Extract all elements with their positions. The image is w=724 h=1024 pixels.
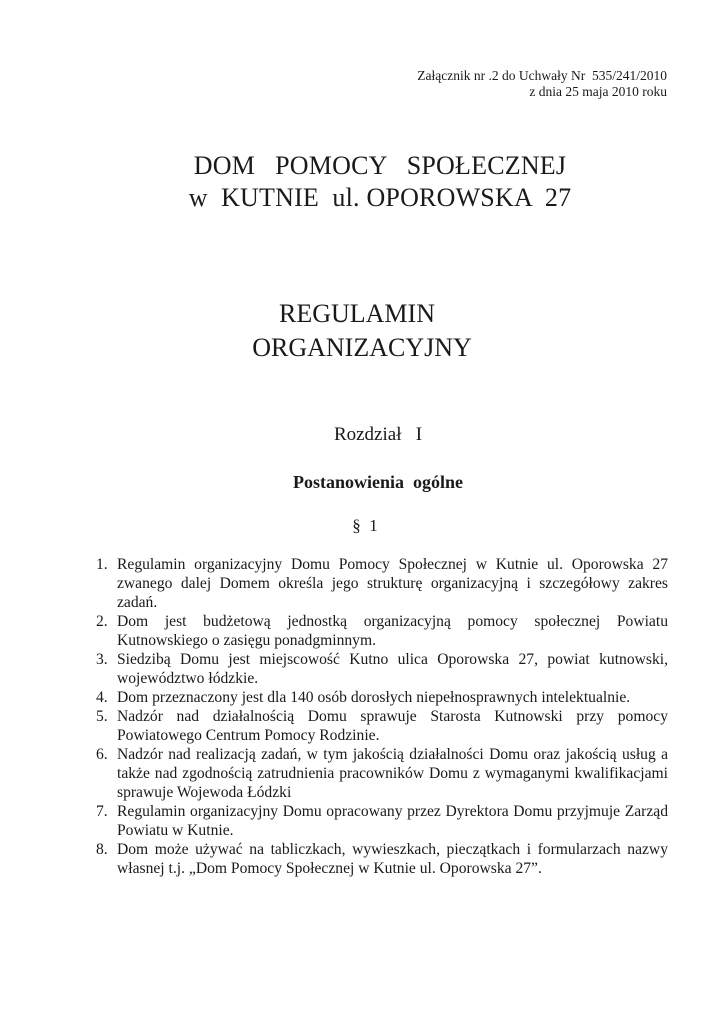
item-number: 8. [96, 841, 108, 858]
item-text: Regulamin organizacyjny Domu opracowany przez Dyrektora Domu przyjmuje Zarząd Powiatu w Kutnie. [117, 803, 668, 839]
document-title-line-1: REGULAMIN [279, 299, 435, 328]
chapter-heading: Rozdział I [333, 424, 423, 445]
item-number: 7. [96, 803, 108, 820]
list-item [96, 650, 668, 688]
list-item [96, 745, 668, 802]
list-item [96, 802, 668, 840]
item-number: 6. [96, 746, 108, 763]
item-text: Dom jest budżetową jednostką organizacyjną pomocy społecznej Powiatu Kutnowskiego o zasięgu ponadgminnym. [117, 613, 668, 649]
list-item [96, 707, 668, 745]
list-item [96, 840, 668, 878]
list-item [96, 612, 668, 650]
annex-reference [417, 68, 667, 100]
provisions-list [96, 555, 668, 878]
institution-heading [0, 150, 724, 214]
item-text: Siedzibą Domu jest miejscowość Kutno ulica Oporowska 27, powiat kutnowski, województwo łódzkie. [117, 651, 668, 687]
item-number: 4. [96, 689, 108, 706]
item-number: 5. [96, 708, 108, 725]
item-text: Nadzór nad realizacją zadań, w tym jakością działalności Domu oraz jakością usług a także nad zgodnością zatrudnienia pracowników Domu z wymaganymi kwalifikacjami sprawuje Wojewoda Łódzki [117, 746, 668, 801]
item-number: 2. [96, 613, 108, 630]
institution-address: w KUTNIE ul. OPOROWSKA 27 [188, 183, 572, 212]
document-title-line-2: ORGANIZACYJNY [252, 333, 472, 362]
annex-line-1: Załącznik nr .2 do Uchwały Nr 535/241/2010 [417, 68, 667, 83]
annex-line-2: z dnia 25 maja 2010 roku [529, 84, 667, 99]
item-number: 3. [96, 651, 108, 668]
item-text: Dom może używać na tabliczkach, wywieszkach, pieczątkach i formularzach nazwy własnej t.j. „Dom Pomocy Społecznej w Kutnie ul. Oporowska 27”. [117, 841, 668, 877]
paragraph-symbol: § 1 [352, 516, 378, 535]
item-number: 1. [96, 556, 108, 573]
item-text: Dom przeznaczony jest dla 140 osób dorosłych niepełnosprawnych intelektualnie. [117, 689, 631, 706]
list-item [96, 555, 668, 612]
section-title: Postanowienia ogólne [292, 472, 463, 492]
list-item [96, 688, 668, 707]
item-text: Regulamin organizacyjny Domu Pomocy Społecznej w Kutnie ul. Oporowska 27 zwanego dalej Domem określa jego strukturę organizacyjną i szczegółowy zakres zadań. [117, 556, 668, 611]
document-title [0, 297, 724, 365]
item-text: Nadzór nad działalnością Domu sprawuje Starosta Kutnowski przy pomocy Powiatowego Centrum Pomocy Rodzinie. [117, 708, 668, 744]
institution-name: DOM POMOCY SPOŁECZNEJ [193, 151, 567, 180]
